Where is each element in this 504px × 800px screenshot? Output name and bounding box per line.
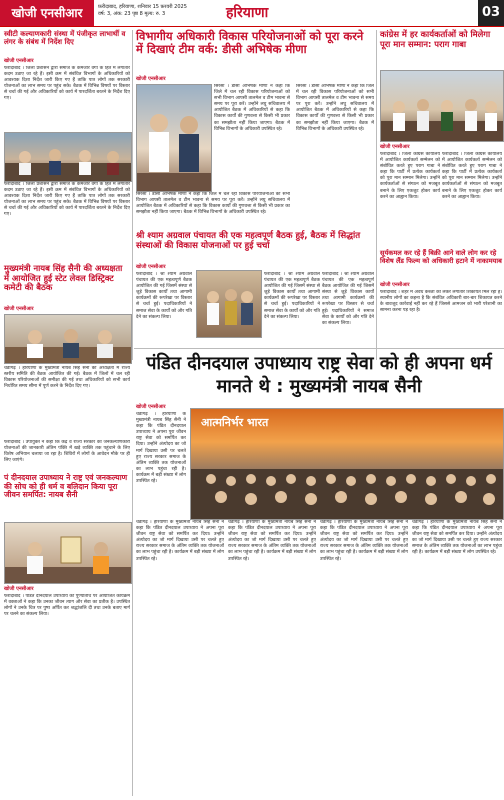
event-photo	[190, 408, 504, 520]
article-byline: खोजी एनसीआर	[380, 282, 410, 288]
masthead	[0, 0, 504, 27]
article-body: फरीदाबाद । जिला कांग्रेस कार्यालय में आयोजित कार्यकर्ता सम्मेलन को संबोधित करते हुए पराग गाबा ने कहा कि पार्टी में प्रत्येक कार्यकर्ता को पूरा मान सम्मान मिलेगा। उन्होंने कार्यकर्ताओं से संगठन को मजबूत बनाने के लिए एकजुट होकर कार्य करने का आह्वान किया।	[380, 152, 440, 200]
article-byline: खोजी एनसीआर	[4, 586, 34, 592]
article-body: फरीदाबाद । श्री श्याम अग्रवाल पंचायत की एक महत्वपूर्ण बैठक आयोजित की गई जिसमें संस्था से जुड़े विकास कार्यों तथा आगामी कार्यक्रमों की रूपरेखा पर विस्तार से चर्चा हुई। पदाधिकारियों ने समाज सेवा के कार्यों को और गति देने का संकल्प लिया।	[322, 272, 374, 326]
rally-photo-icon	[381, 71, 503, 141]
article-body: फरीदाबाद । जिला प्रशासन द्वारा समाज के कमजोर वर्गों के हित में लगातार कदम उठाए जा रहे हैं। इसी क्रम में संबंधित विभागों के अधिकारियों को आवश्यक दिशा निर्देश जारी किए गए हैं ताकि पात्र लोगों तक सरकारी योजनाओं का लाभ समय पर पहुंच सके। बैठक में विभिन्न विषयों पर विस्तार से चर्चा की गई और अधिकारियों को कार्य में पारदर्शिता बरतने के निर्देश दिए गए।	[4, 182, 130, 218]
column-divider	[132, 470, 133, 796]
page-number: 03	[478, 0, 504, 26]
article-byline: खोजी एनसीआर	[4, 306, 34, 312]
article-photo	[196, 270, 262, 338]
conference-photo-icon	[5, 315, 131, 363]
article-byline: खोजी एनसीआर	[136, 404, 166, 410]
article-byline: खोजी एनसीआर	[380, 144, 410, 150]
article-body: चंडीगढ़ । हरियाणा के मुख्यमंत्री नायब सिंह सैनी ने कहा कि पंडित दीनदयाल उपाध्याय ने अपना पूरा जीवन राष्ट्र सेवा को समर्पित कर दिया। उन्होंने अंत्योदय का जो मार्ग दिखाया उसी पर चलते हुए राज्य सरकार समाज के अंतिम व्यक्ति तक योजनाओं का लाभ पहुंचा रही है। कार्यक्रम में बड़ी संख्या में लोग उपस्थित रहे।	[320, 520, 408, 562]
article-body: चंडीगढ़ । हरियाणा के मुख्यमंत्री नायब सिंह सैनी ने कहा कि पंडित दीनदयाल उपाध्याय ने अपना पूरा जीवन राष्ट्र सेवा को समर्पित कर दिया। उन्होंने अंत्योदय का जो मार्ग दिखाया उसी पर चलते हुए राज्य सरकार समाज के अंतिम व्यक्ति तक योजनाओं का लाभ पहुंचा रही है। कार्यक्रम में बड़ी संख्या में लोग उपस्थित रहे।	[412, 520, 502, 556]
article-photo	[4, 522, 132, 584]
article-headline: मुख्यमंत्री नायब सिंह सैनी की अध्यक्षता में आयोजित हुई स्टेट लेवल डिस्ट्रिक्ट कमेटी की बैठक	[4, 263, 123, 293]
officials-photo-icon	[137, 85, 211, 191]
meeting-photo-icon	[5, 133, 131, 181]
article-body: फरीदाबाद । जिला कांग्रेस कार्यालय में आयोजित कार्यकर्ता सम्मेलन को संबोधित करते हुए पराग गाबा ने कहा कि पार्टी में प्रत्येक कार्यकर्ता को पूरा मान सम्मान मिलेगा। उन्होंने कार्यकर्ताओं से संगठन को मजबूत बनाने के लिए एकजुट होकर कार्य करने का आह्वान किया।	[442, 152, 502, 200]
main-headline: पंडित दीनदयाल उपाध्याय राष्ट्र सेवा को ही अपना धर्म मानते थे : मुख्यमंत्री नायब सैनी	[146, 353, 492, 397]
column-divider	[132, 30, 133, 360]
article-body: सिरसा । डीसी अभिषेक मीणा ने कहा कि जिले में चल रही विकास परियोजनाओं को सभी विभाग आपसी तालमेल व टीम भावना से समय पर पूरा करें। उन्होंने लघु सचिवालय में आयोजित बैठक में अधिकारियों से कहा कि विकास कार्यों की गुणवत्ता से किसी भी प्रकार का समझौता नहीं किया जाएगा। बैठक में विभिन्न विभागों के अधिकारी उपस्थित रहे।	[214, 84, 290, 132]
section-title: हरियाणा	[226, 5, 269, 21]
section-divider	[134, 348, 504, 349]
article-headline: पं दीनदयाल उपाध्याय ने राष्ट्र एवं जनकल्याण की सोच को ही धर्म व बलिदान किया पूरा जीवन समर्पित: नायब सैनी	[4, 473, 128, 500]
article-headline: स्वीटी कल्याणकारी संस्था में पंजीकृत लाभार्थी व लंगर के संबंध में निर्देश दिए	[4, 30, 126, 47]
article-body: फरीदाबाद । उपायुक्त ने कहा कि केंद्र व राज्य सरकार की जनकल्याणकारी योजनाओं की जानकारी अंतिम पंक्ति में खड़े व्यक्ति तक पहुंचाने के लिए विशेष अभियान चलाया जा रहा है। शिविरों में लोगों के आवेदन मौके पर ही लिए जाएंगे।	[4, 440, 130, 464]
dateline: फ़रीदाबाद, हरियाणा, शनिवार 15 फ़रवरी 2025 वर्ष: 3, अंक: 23 पृष्ठ 8 मूल्य: रु. 3	[98, 4, 187, 17]
article-body: फरीदाबाद । श्री श्याम अग्रवाल पंचायत की एक महत्वपूर्ण बैठक आयोजित की गई जिसमें संस्था से जुड़े विकास कार्यों तथा आगामी कार्यक्रमों की रूपरेखा पर विस्तार से चर्चा हुई। पदाधिकारियों ने समाज सेवा के कार्यों को और गति देने का संकल्प लिया।	[264, 272, 320, 320]
article-photo	[380, 70, 504, 142]
article-photo	[4, 314, 132, 364]
article-byline: खोजी एनसीआर	[136, 264, 166, 270]
article-headline: श्री श्याम अग्रवाल पंचायत की एक महत्वपूर्ण बैठक हुई, बैठक में सिद्धांत संस्थाओं की विकास योजनाओं पर हुई चर्चा	[136, 231, 361, 251]
lead-headline: विभागीय अधिकारी विकास परियोजनाओं को पूरा करने में दिखाएं टीम वर्क: डीसी अभिषेक मीणा	[136, 29, 364, 57]
article-byline: खोजी एनसीआर	[136, 76, 166, 82]
newspaper-logo: खोजी एनसीआर	[0, 0, 94, 26]
article-photo	[4, 132, 132, 182]
column-divider	[376, 30, 377, 360]
article-body: चंडीगढ़ । हरियाणा के मुख्यमंत्री नायब सिंह सैनी ने कहा कि पंडित दीनदयाल उपाध्याय ने अपना पूरा जीवन राष्ट्र सेवा को समर्पित कर दिया। उन्होंने अंत्योदय का जो मार्ग दिखाया उसी पर चलते हुए राज्य सरकार समाज के अंतिम व्यक्ति तक योजनाओं का लाभ पहुंचा रही है। कार्यक्रम में बड़ी संख्या में लोग उपस्थित रहे।	[228, 520, 316, 562]
article-body: फरीदाबाद । श्री श्याम अग्रवाल पंचायत की एक महत्वपूर्ण बैठक आयोजित की गई जिसमें संस्था से जुड़े विकास कार्यों तथा आगामी कार्यक्रमों की रूपरेखा पर विस्तार से चर्चा हुई। पदाधिकारियों ने समाज सेवा के कार्यों को और गति देने का संकल्प लिया।	[136, 272, 192, 320]
article-body: फरीदाबाद । पंडित दीनदयाल उपाध्याय की पुण्यतिथि पर आयोजित कार्यक्रम में वक्ताओं ने कहा कि उनका जीवन त्याग और सेवा का प्रतीक है। उपस्थित लोगों ने उनके चित्र पर पुष्प अर्पित कर श्रद्धांजलि दी तथा उनके बताए मार्ग पर चलने का संकल्प लिया।	[4, 594, 130, 618]
group-photo-icon	[197, 271, 261, 337]
article-body: चंडीगढ़ । हरियाणा के मुख्यमंत्री नायब सिंह सैनी ने कहा कि पंडित दीनदयाल उपाध्याय ने अपना पूरा जीवन राष्ट्र सेवा को समर्पित कर दिया। उन्होंने अंत्योदय का जो मार्ग दिखाया उसी पर चलते हुए राज्य सरकार समाज के अंतिम व्यक्ति तक योजनाओं का लाभ पहुंचा रही है। कार्यक्रम में बड़ी संख्या में लोग उपस्थित रहे।	[136, 520, 224, 562]
article-headline: सूर्यकमल कर रहे हैं बिक्री आने वाले लोग कर रहे विशेष लैंड फिल्म को अधिकारी हटाने में नाकामयाब	[380, 249, 502, 265]
article-photo	[136, 84, 212, 192]
event-banner-text: आत्मनिर्भर भारत	[201, 416, 269, 429]
article-body: सिरसा । डीसी अभिषेक मीणा ने कहा कि जिले में चल रही विकास परियोजनाओं को सभी विभाग आपसी तालमेल व टीम भावना से समय पर पूरा करें। उन्होंने लघु सचिवालय में आयोजित बैठक में अधिकारियों से कहा कि विकास कार्यों की गुणवत्ता से किसी भी प्रकार का समझौता नहीं किया जाएगा। बैठक में विभिन्न विभागों के अधिकारी उपस्थित रहे।	[136, 192, 290, 216]
article-body: सिरसा । डीसी अभिषेक मीणा ने कहा कि जिले में चल रही विकास परियोजनाओं को सभी विभाग आपसी तालमेल व टीम भावना से समय पर पूरा करें। उन्होंने लघु सचिवालय में आयोजित बैठक में अधिकारियों से कहा कि विकास कार्यों की गुणवत्ता से किसी भी प्रकार का समझौता नहीं किया जाएगा। बैठक में विभिन्न विभागों के अधिकारी उपस्थित रहे।	[296, 84, 374, 132]
article-body: फरीदाबाद । शहर में अवैध कब्जों को लेकर लगातार शिकायतें मिल रही हैं। स्थानीय लोगों का कहना है कि संबंधित अधिकारी बार-बार शिकायत करने के बावजूद कार्रवाई नहीं कर रहे हैं जिससे आमजन को भारी परेशानी का सामना करना पड़ रहा है।	[380, 290, 502, 314]
tribute-photo-icon	[5, 523, 131, 583]
article-headline: कांग्रेस में हर कार्यकर्ताओं को मिलेगा पूरा मान सम्मान: पराग गाबा	[380, 29, 491, 49]
article-body: चंडीगढ़ । हरियाणा के मुख्यमंत्री नायब सिंह सैनी ने कहा कि पंडित दीनदयाल उपाध्याय ने अपना पूरा जीवन राष्ट्र सेवा को समर्पित कर दिया। उन्होंने अंत्योदय का जो मार्ग दिखाया उसी पर चलते हुए राज्य सरकार समाज के अंतिम व्यक्ति तक योजनाओं का लाभ पहुंचा रही है। कार्यक्रम में बड़ी संख्या में लोग उपस्थित रहे।	[136, 412, 186, 485]
audience-photo-icon	[191, 409, 503, 519]
article-body: फरीदाबाद । जिला प्रशासन द्वारा समाज के कमजोर वर्गों के हित में लगातार कदम उठाए जा रहे हैं। इसी क्रम में संबंधित विभागों के अधिकारियों को आवश्यक दिशा निर्देश जारी किए गए हैं ताकि पात्र लोगों तक सरकारी योजनाओं का लाभ समय पर पहुंच सके। बैठक में विभिन्न विषयों पर विस्तार से चर्चा की गई और अधिकारियों को कार्य में पारदर्शिता बरतने के निर्देश दिए गए।	[4, 66, 130, 102]
article-body: चंडीगढ़ । हरियाणा के मुख्यमंत्री नायब सिंह सैनी की अध्यक्षता में राज्य स्तरीय समिति की बैठक आयोजित की गई। बैठक में जिलों में चल रही विकास परियोजनाओं की समीक्षा की गई तथा अधिकारियों को सभी कार्य निर्धारित समय सीमा में पूर्ण करने के निर्देश दिए गए।	[4, 366, 130, 390]
article-byline: खोजी एनसीआर	[4, 58, 34, 64]
